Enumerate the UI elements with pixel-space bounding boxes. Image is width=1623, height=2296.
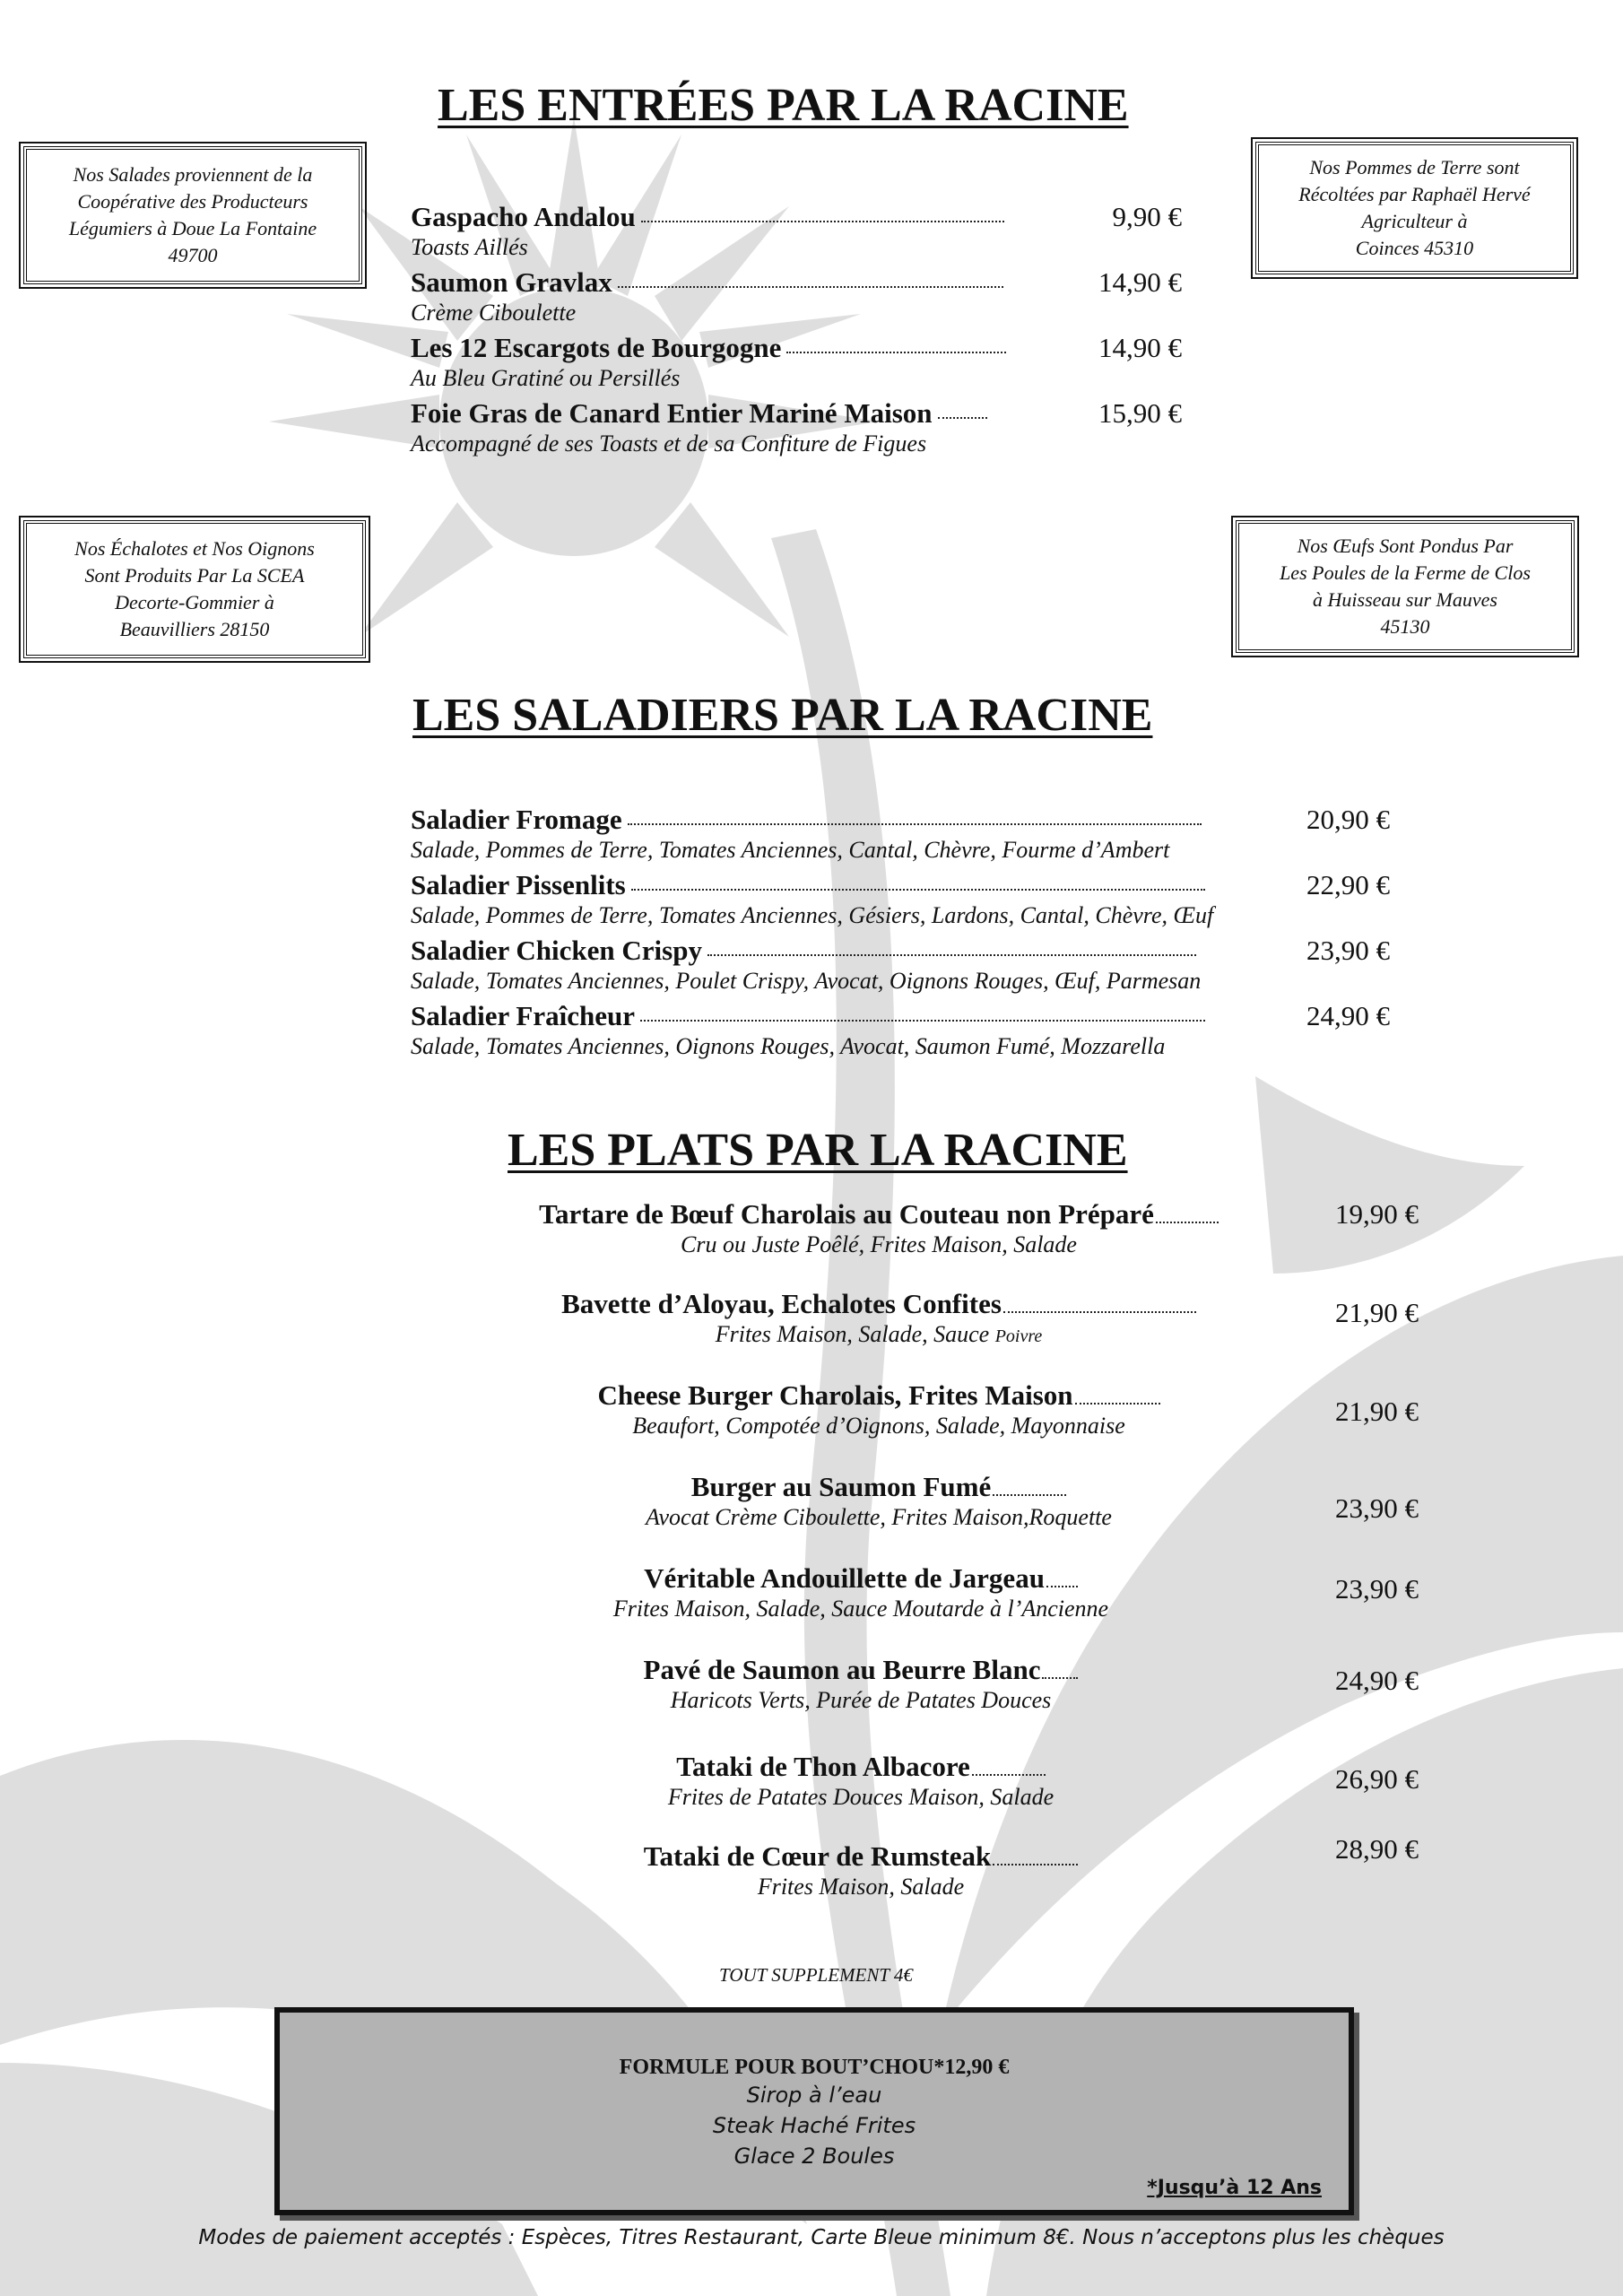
item-name: Cheese Burger Charolais, Frites Maison: [597, 1379, 1073, 1411]
info-box-line: Nos Échalotes et Nos Oignons: [74, 537, 315, 560]
item-desc-text: Avocat Crème Ciboulette, Frites Maison,Roquette: [646, 1504, 1112, 1530]
item-name: Burger au Saumon Fumé: [690, 1471, 992, 1502]
item-price: 26,90 €: [1335, 1763, 1419, 1795]
menu-item: [411, 201, 1182, 262]
info-box-pommes: [1255, 142, 1574, 274]
item-name: Tataki de Thon Albacore: [676, 1751, 970, 1782]
item-desc-text: Frites Maison, Salade, Sauce Moutarde à l’Ancienne: [612, 1596, 1109, 1622]
item-name: Saladier Chicken Crispy: [411, 935, 702, 966]
item-desc-small: Poivre: [994, 1326, 1043, 1346]
item-desc-text: Cru ou Juste Poêlé, Frites Maison, Salade: [681, 1231, 1077, 1257]
leader-dots: [993, 1863, 1078, 1866]
item-price: 14,90 €: [1098, 332, 1182, 363]
menu-item: [411, 266, 1182, 327]
info-box-line: à Huisseau sur Mauves: [1313, 588, 1497, 611]
item-desc: Salade, Tomates Anciennes, Oignons Rouges, Avocat, Saumon Fumé, Mozzarella: [411, 1033, 1166, 1059]
item-price: 28,90 €: [1335, 1833, 1419, 1865]
saladiers-list: [411, 804, 1390, 1061]
item-desc: Salade, Tomates Anciennes, Poulet Crispy, Avocat, Oignons Rouges, Œuf, Parmesan: [411, 968, 1202, 994]
item-desc: [466, 1595, 1255, 1623]
menu-item: [411, 804, 1390, 865]
plat-item: [484, 1198, 1273, 1259]
plat-item: [484, 1288, 1273, 1351]
info-box-line: Les Poules de la Ferme de Clos: [1280, 561, 1531, 584]
item-desc-text: Frites de Patates Douces Maison, Salade: [667, 1784, 1055, 1810]
leader-dots: [1003, 1310, 1196, 1313]
info-box-line: Récoltées par Raphaël Hervé: [1298, 183, 1531, 205]
leader-dots: [628, 823, 1202, 825]
item-desc-text: Haricots Verts, Purée de Patates Douces: [670, 1687, 1052, 1713]
leader-dots: [1042, 1676, 1078, 1679]
plat-item: [466, 1751, 1255, 1812]
item-name: Tataki de Cœur de Rumsteak: [643, 1840, 992, 1872]
item-name: Gaspacho Andalou: [411, 201, 636, 232]
formule-line: Steak Haché Frites: [712, 2113, 916, 2138]
menu-item: [411, 935, 1390, 996]
info-box-line: Agriculteur à: [1361, 210, 1468, 232]
plat-item: [484, 1471, 1273, 1532]
info-box-line: Nos Œufs Sont Pondus Par: [1297, 535, 1514, 557]
menu-item: [411, 1000, 1390, 1061]
leader-dots: [972, 1773, 1046, 1776]
item-desc: Crème Ciboulette: [411, 300, 577, 326]
item-price: 21,90 €: [1335, 1396, 1419, 1427]
info-box-echalotes: [23, 520, 366, 658]
item-price: 9,90 €: [1112, 201, 1182, 232]
item-desc: [466, 1873, 1255, 1901]
leader-dots: [1075, 1402, 1160, 1405]
item-price: 24,90 €: [1306, 1000, 1390, 1031]
item-price: 15,90 €: [1098, 397, 1182, 429]
leader-dots: [1046, 1585, 1078, 1587]
leader-dots: [1156, 1221, 1219, 1223]
item-name: Saladier Pissenlits: [411, 869, 626, 900]
item-name: Les 12 Escargots de Bourgogne: [411, 332, 782, 363]
item-price: 23,90 €: [1335, 1573, 1419, 1605]
menu-item: [411, 332, 1182, 393]
item-desc: [484, 1320, 1273, 1351]
formule-box: [274, 2007, 1354, 2215]
info-box-line: 45130: [1380, 615, 1430, 638]
leader-dots: [640, 1020, 1205, 1022]
item-price: 14,90 €: [1098, 266, 1182, 298]
item-desc: [484, 1231, 1273, 1259]
item-name: Saladier Fromage: [411, 804, 622, 835]
item-name: Bavette d’Aloyau, Echalotes Confites: [561, 1288, 1002, 1319]
item-name: Saladier Fraîcheur: [411, 1000, 635, 1031]
item-desc: Salade, Pommes de Terre, Tomates Anciennes, Gésiers, Lardons, Cantal, Chèvre, Œuf: [411, 902, 1214, 928]
item-price: 20,90 €: [1306, 804, 1390, 835]
leader-dots: [938, 417, 987, 419]
item-desc-text: Beaufort, Compotée d’Oignons, Salade, Mayonnaise: [632, 1413, 1125, 1439]
item-price: 24,90 €: [1335, 1665, 1419, 1696]
item-name: Pavé de Saumon au Beurre Blanc: [643, 1654, 1041, 1685]
plat-item: [466, 1562, 1255, 1623]
payment-footer: Modes de paiement acceptés : Espèces, Titres Restaurant, Carte Bleue minimum 8€. Nous n’acceptons plus les chèques: [198, 2226, 1445, 2249]
formule-line: Sirop à l’eau: [746, 2083, 882, 2108]
leader-dots: [786, 352, 1006, 353]
info-box-line: Sont Produits Par La SCEA: [84, 564, 305, 587]
item-desc: [466, 1686, 1255, 1715]
item-desc-text: Frites Maison, Salade: [757, 1874, 965, 1900]
info-box-line: Nos Salades proviennent de la: [73, 163, 313, 186]
menu-item: [411, 869, 1390, 930]
item-desc: Toasts Aillés: [411, 234, 528, 260]
info-box-line: Légumiers à Doue La Fontaine: [68, 217, 317, 239]
item-price: 23,90 €: [1306, 935, 1390, 966]
formule-age-note: *Jusqu’à 12 Ans: [1147, 2177, 1322, 2199]
info-box-line: Beauvilliers 28150: [119, 618, 270, 640]
item-desc: Au Bleu Gratiné ou Persillés: [411, 365, 681, 391]
item-desc: [484, 1412, 1273, 1440]
item-price: 23,90 €: [1335, 1492, 1419, 1524]
item-price: 21,90 €: [1335, 1297, 1419, 1328]
leader-dots: [993, 1493, 1066, 1496]
saladiers-title: LES SALADIERS PAR LA RACINE: [412, 690, 1153, 741]
info-box-line: 49700: [168, 244, 218, 266]
item-desc: Salade, Pommes de Terre, Tomates Anciennes, Cantal, Chèvre, Fourme d’Ambert: [411, 837, 1170, 863]
formule-title: FORMULE POUR BOUT’CHOU*12,90 €: [619, 2056, 1010, 2079]
item-price: 22,90 €: [1306, 869, 1390, 900]
plat-item: [484, 1379, 1273, 1440]
info-box-oeufs: [1236, 520, 1575, 653]
item-desc: Accompagné de ses Toasts et de sa Confiture de Figues: [411, 430, 927, 457]
menu-item: [411, 397, 1182, 458]
plat-item: [466, 1840, 1255, 1901]
plats-title: LES PLATS PAR LA RACINE: [508, 1125, 1128, 1176]
item-desc: [466, 1783, 1255, 1812]
leader-dots: [641, 221, 1004, 222]
item-desc-text: Frites Maison, Salade, Sauce: [715, 1321, 995, 1347]
entrees-title: LES ENTRÉES PAR LA RACINE: [438, 80, 1129, 131]
leader-dots: [631, 889, 1205, 891]
info-box-line: Coinces 45310: [1355, 237, 1474, 259]
info-box-line: Nos Pommes de Terre sont: [1309, 156, 1520, 178]
item-name: Véritable Andouillette de Jargeau: [644, 1562, 1045, 1594]
leader-dots: [618, 286, 1003, 288]
item-name: Foie Gras de Canard Entier Mariné Maison: [411, 397, 933, 429]
item-price: 19,90 €: [1335, 1198, 1419, 1230]
item-desc: [484, 1503, 1273, 1532]
info-box-line: Coopérative des Producteurs: [77, 190, 308, 213]
plat-item: [466, 1654, 1255, 1715]
info-box-line: Decorte-Gommier à: [115, 591, 274, 613]
leader-dots: [707, 954, 1196, 956]
item-name: Tartare de Bœuf Charolais au Couteau non Préparé: [539, 1198, 1154, 1230]
info-box-salades: [23, 146, 362, 284]
entrees-list: [411, 201, 1182, 458]
formule-line: Glace 2 Boules: [733, 2144, 895, 2169]
item-name: Saumon Gravlax: [411, 266, 612, 298]
supplement-note: TOUT SUPPLEMENT 4€: [719, 1964, 913, 1986]
